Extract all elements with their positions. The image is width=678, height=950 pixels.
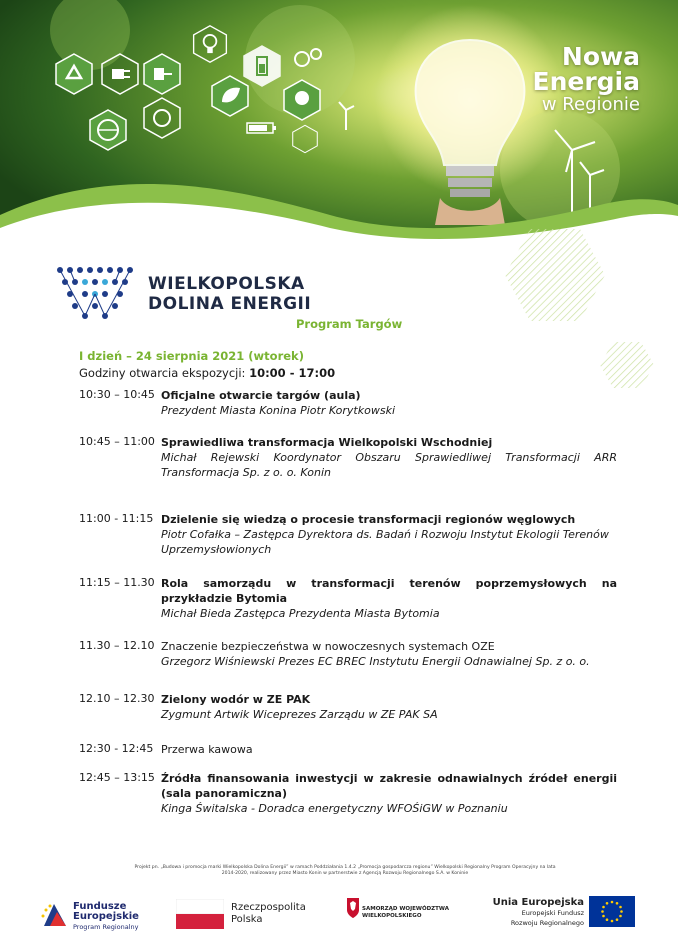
agenda-item bbox=[79, 742, 617, 771]
wielkopolska-crest-icon bbox=[346, 897, 360, 919]
agenda-item bbox=[79, 576, 617, 639]
fe-line1: Fundusze bbox=[73, 901, 127, 912]
agenda-title: Dzielenie się wiedzą o procesie transformacji regionów węglowych bbox=[161, 513, 576, 526]
hatched-hexagon-decoration bbox=[500, 225, 610, 325]
event-title-line1: Nowa bbox=[561, 42, 640, 71]
house-icon bbox=[290, 124, 320, 154]
globe-icon bbox=[86, 108, 130, 152]
network-icon bbox=[140, 96, 184, 140]
agenda-time: 10:45 – 11:00 bbox=[79, 435, 155, 448]
project-footnote: Projekt pn. „Budowa i promocja marki Wielkopolska Dolina Energii” w ramach Poddziałania 1.4.2 „Promocja gospodarcza regionu” Wielkopolski Regionalny Program Operacyjny na lata 2014-2020, realizowany przez Miasto Konin w partnerstwie z Agencją Rozwoju Regionalnego S.A. w Koninie bbox=[134, 865, 556, 876]
agenda-speaker: Prezydent Miasta Konina Piotr Korytkowski bbox=[161, 404, 395, 417]
agenda-speaker: Michał Bieda Zastępca Prezydenta Miasta Bytomia bbox=[161, 607, 440, 620]
wde-logo-line2: DOLINA ENERGII bbox=[148, 294, 312, 314]
small-turbine-icon bbox=[336, 100, 356, 130]
agenda-title: Przerwa kawowa bbox=[161, 743, 253, 756]
agenda-title: Zielony wodór w ZE PAK bbox=[161, 693, 311, 706]
ue-line2: Europejski Fundusz bbox=[521, 909, 584, 917]
event-title bbox=[533, 44, 641, 114]
fe-line2: Europejskie bbox=[73, 911, 139, 922]
rzeczpospolita-text bbox=[231, 902, 306, 926]
event-title-line3: w Regionie bbox=[541, 94, 640, 115]
day-title: I dzień – 24 sierpnia 2021 (wtorek) bbox=[79, 349, 304, 363]
program-title: Program Targów bbox=[296, 317, 403, 331]
agenda-item bbox=[79, 771, 617, 821]
agenda-speaker: Piotr Cofałka – Zastępca Dyrektora ds. Badań i Rozwoju Instytut Ekologii Terenów Uprzemysłowionych bbox=[161, 528, 609, 556]
agenda-list bbox=[79, 388, 617, 821]
sw-line2: WIELKOPOLSKIEGO bbox=[362, 913, 422, 919]
agenda-time: 12:30 - 12:45 bbox=[79, 742, 154, 755]
wde-logo-text bbox=[148, 274, 311, 314]
agenda-title: Sprawiedliwa transformacja Wielkopolski Wschodniej bbox=[161, 436, 493, 449]
agenda-title: Oficjalne otwarcie targów (aula) bbox=[161, 389, 361, 402]
plug-icon bbox=[98, 52, 142, 96]
agenda-speaker: Grzegorz Wiśniewski Prezes EC BREC Instytutu Energii Odnawialnej Sp. z o. o. bbox=[161, 655, 590, 668]
opening-hours bbox=[79, 366, 335, 380]
agenda-time: 11.30 – 12.10 bbox=[79, 639, 155, 652]
sw-line1: SAMORZĄD WOJEWÓDZTWA bbox=[362, 906, 449, 912]
bulb-icon bbox=[190, 24, 230, 64]
event-title-line2: Energia bbox=[532, 67, 640, 96]
plug-charge-icon bbox=[140, 52, 184, 96]
agenda-item bbox=[79, 639, 617, 692]
agenda-item bbox=[79, 512, 617, 576]
hatched-hexagon-small-decoration bbox=[598, 340, 656, 390]
agenda-speaker: Michał Rejewski Koordynator Obszaru Sprawiedliwej Transformacji ARR Transformacja Sp. z o. o. Konin bbox=[161, 451, 617, 479]
ue-line3: Rozwoju Regionalnego bbox=[510, 919, 584, 927]
fundusze-europejskie-logo-icon bbox=[40, 900, 70, 930]
battery-bar-icon bbox=[246, 120, 278, 136]
agenda-speaker: Kinga Świtalska - Doradca energetyczny WFOŚiGW w Poznaniu bbox=[161, 802, 508, 815]
fundusze-europejskie-text bbox=[73, 902, 139, 932]
rp-line1: Rzeczpospolita bbox=[231, 902, 306, 913]
recycle-icon bbox=[52, 52, 96, 96]
agenda-title: Źródła finansowania inwestycji w zakresie odnawialnych źródeł energii (sala panoramiczna) bbox=[161, 772, 617, 800]
agenda-item bbox=[79, 388, 617, 435]
agenda-time: 11:15 – 11.30 bbox=[79, 576, 155, 589]
agenda-time: 10:30 – 10:45 bbox=[79, 388, 155, 401]
eu-flag-icon bbox=[589, 896, 635, 927]
wde-logo-line1: WIELKOPOLSKA bbox=[148, 274, 305, 294]
polish-flag-icon bbox=[176, 899, 224, 929]
rp-line2: Polska bbox=[231, 914, 263, 925]
agenda-item bbox=[79, 435, 617, 512]
samorzad-text bbox=[362, 906, 449, 920]
opening-hours-label: Godziny otwarcia ekspozycji: bbox=[79, 366, 250, 380]
agenda-title: Znaczenie bezpieczeństwa w nowoczesnych systemach OZE bbox=[161, 640, 495, 653]
agenda-time: 11:00 - 11:15 bbox=[79, 512, 154, 525]
leaf-icon bbox=[208, 74, 252, 118]
unia-europejska-text bbox=[492, 898, 584, 928]
agenda-item bbox=[79, 692, 617, 742]
ue-line1: Unia Europejska bbox=[492, 897, 584, 908]
opening-hours-value: 10:00 - 17:00 bbox=[249, 366, 336, 380]
gears-icon bbox=[290, 44, 326, 74]
fe-line3: Program Regionalny bbox=[73, 923, 139, 931]
eco-bulb-icon bbox=[280, 78, 324, 122]
agenda-time: 12.10 – 12.30 bbox=[79, 692, 155, 705]
agenda-speaker: Zygmunt Artwik Wiceprezes Zarządu w ZE PAK SA bbox=[161, 708, 438, 721]
agenda-title: Rola samorządu w transformacji terenów poprzemysłowych na przykładzie Bytomia bbox=[161, 577, 617, 605]
agenda-time: 12:45 – 13:15 bbox=[79, 771, 155, 784]
